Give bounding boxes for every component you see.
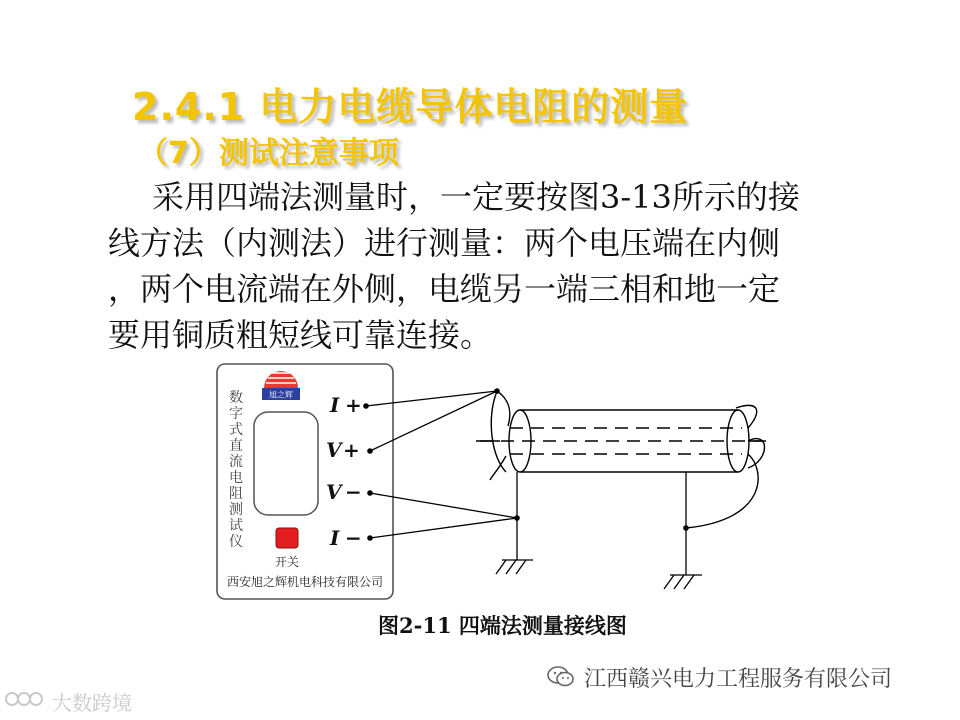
terminal-i-plus-sign: +	[345, 393, 362, 417]
instrument-name-char: 直	[229, 438, 243, 454]
instrument-name	[229, 389, 243, 550]
brand-text: 大数跨境	[52, 690, 132, 715]
power-cable	[476, 391, 766, 528]
terminal-i-plus-letter: I	[330, 393, 340, 417]
terminal-v-plus-sign: +	[343, 438, 360, 462]
figure-caption: 图2-11 四端法测量接线图	[378, 613, 627, 638]
instrument-logo-text: 旭之辉	[269, 390, 293, 400]
instrument-name-char: 流	[229, 454, 243, 470]
slide-subtitle: （7）测试注意事项	[138, 136, 399, 171]
body-line: 要用铜质粗短线可靠连接。	[108, 316, 493, 354]
instrument-name-char: 阻	[229, 486, 243, 502]
switch-label: 开关	[274, 555, 300, 569]
instrument-name-char: 试	[229, 518, 243, 534]
slide-title: 2.4.1 电力电缆导体电阻的测量	[132, 85, 689, 129]
terminal-i-minus-letter: I	[330, 526, 340, 550]
instrument-company: 西安旭之辉机电科技有限公司	[226, 575, 384, 589]
terminal-i-minus-sign: −	[345, 526, 362, 550]
body-line: 线方法（内测法）进行测量：两个电压端在内侧	[108, 224, 781, 262]
brand-logo-icon	[4, 687, 48, 716]
terminal-v-plus-letter: V	[326, 438, 342, 462]
watermark	[546, 662, 892, 692]
ground-connections	[496, 472, 702, 589]
watermark-text: 江西赣兴电力工程服务有限公司	[584, 666, 893, 692]
instrument-name-char: 数	[229, 390, 243, 406]
wechat-icon	[546, 664, 576, 690]
instrument-name-char: 电	[229, 470, 243, 486]
instrument-name-char: 式	[229, 422, 243, 438]
body-line: ，两个电流端在外侧，电缆另一端三相和地一定	[108, 270, 781, 308]
instrument-display	[254, 412, 318, 515]
terminal-v-minus-sign: −	[345, 480, 362, 504]
brand-watermark	[4, 686, 132, 716]
instrument-name-char: 仪	[229, 534, 243, 550]
instrument-name-char: 测	[229, 502, 243, 518]
cable-conductors	[480, 428, 762, 454]
instrument-name-char: 字	[229, 406, 243, 422]
body-line: 采用四端法测量时，一定要按图3-13所示的接	[152, 178, 800, 216]
power-switch-button[interactable]	[276, 528, 298, 548]
terminal-v-minus-letter: V	[326, 480, 342, 504]
